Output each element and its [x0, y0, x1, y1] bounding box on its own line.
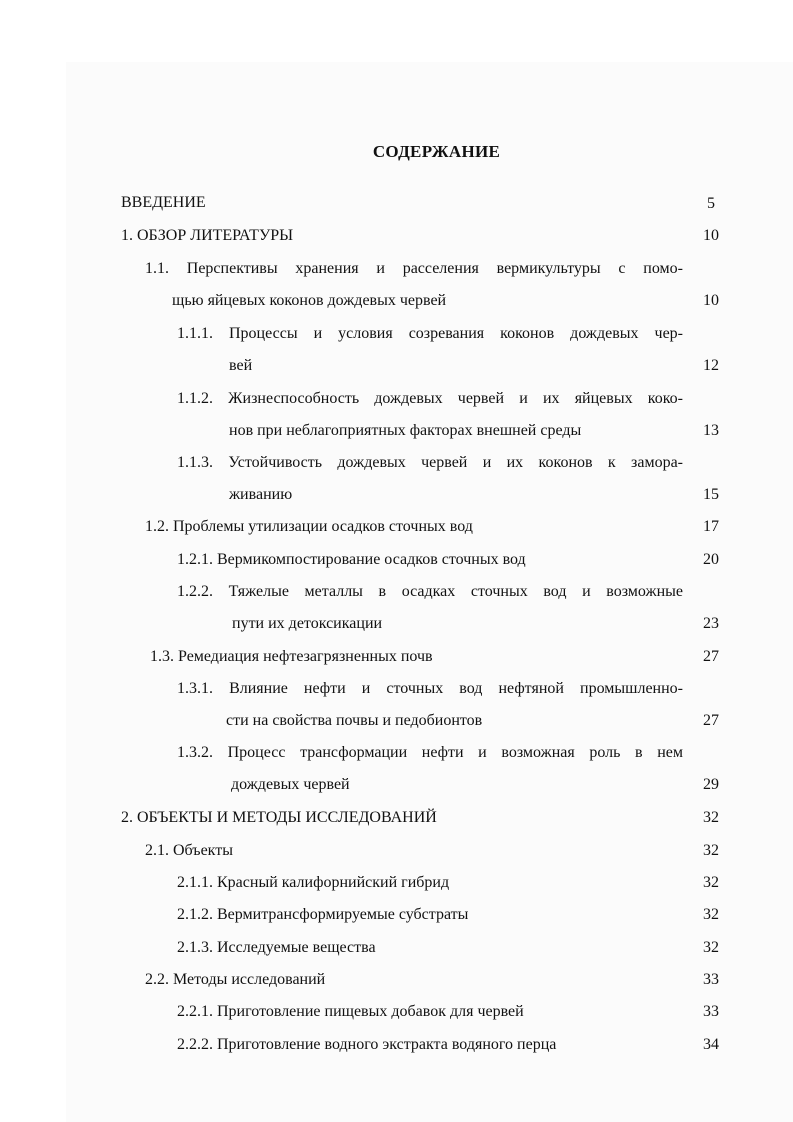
toc-entry-number: 2.2. — [145, 971, 169, 988]
toc-entry-page: 32 — [703, 874, 719, 891]
toc-entry-text: Методы исследований — [173, 971, 326, 988]
toc-entry-page: 27 — [703, 648, 719, 665]
toc-entry-page: 33 — [703, 1003, 719, 1020]
toc-entry — [177, 1002, 524, 1022]
toc-entry — [177, 550, 526, 570]
toc-entry-page: 33 — [703, 971, 719, 988]
toc-entry-text: Перспективы хранения и расселения вермикультуры с помо- — [186, 260, 684, 277]
toc-entry — [177, 679, 683, 699]
toc-entry-page: 34 — [703, 1036, 719, 1053]
toc-entry-number: 1. — [121, 227, 133, 244]
toc-entry-number: 2.1.2. — [177, 906, 213, 923]
toc-entry-text: Вермикомпостирование осадков сточных вод — [217, 551, 526, 568]
toc-entry-number: 1.3.1. — [177, 680, 213, 697]
toc-entry-page: 32 — [703, 906, 719, 923]
toc-entry — [150, 647, 433, 667]
toc-entry-page: 17 — [703, 518, 719, 535]
toc-entry-number: 2.1.1. — [177, 874, 213, 891]
toc-entry-number: 1.2.1. — [177, 551, 213, 568]
toc-entry — [145, 259, 683, 279]
toc-entry-continuation: дождевых червей — [231, 776, 350, 793]
toc-entry-number: 1.2.2. — [177, 583, 213, 600]
toc-entry-text: Жизнеспособность дождевых червей и их яйцевых коко- — [228, 390, 683, 407]
toc-entry-number: 2.1. — [145, 842, 169, 859]
toc-entry-number: 1.3.2. — [177, 744, 213, 761]
toc-entry — [177, 1035, 556, 1055]
toc-entry-text: Вермитрансформируемые субстраты — [217, 906, 469, 923]
toc-entry — [145, 517, 473, 537]
toc-entry-number: 1.3. — [150, 648, 174, 665]
toc-entry-number: 2. — [121, 809, 133, 826]
toc-entry-page: 12 — [703, 357, 719, 374]
toc-entry-text: Приготовление пищевых добавок для червей — [217, 1003, 524, 1020]
toc-entry-text: Тяжелые металлы в осадках сточных вод и возможные — [228, 583, 683, 600]
toc-entry-continuation: сти на свойства почвы и педобионтов — [226, 712, 483, 729]
toc-entry-page: 23 — [703, 615, 719, 632]
toc-entry-number: 1.1.3. — [177, 454, 213, 471]
toc-entry — [177, 582, 683, 602]
toc-entry-page: 20 — [703, 551, 719, 568]
toc-entry-page: 27 — [703, 712, 719, 729]
toc-entry-page: 13 — [703, 422, 719, 439]
toc-entry-number: 2.2.1. — [177, 1003, 213, 1020]
toc-entry-text: Красный калифорнийский гибрид — [217, 874, 450, 891]
toc-entry-text: ОБЪЕКТЫ И МЕТОДЫ ИССЛЕДОВАНИЙ — [137, 809, 437, 826]
toc-entry-text: Процесс трансформации нефти и возможная роль в нем — [227, 744, 683, 761]
toc-entry — [177, 743, 683, 763]
toc-entry-page: 29 — [703, 776, 719, 793]
toc-entry-number: 1.1.1. — [177, 325, 213, 342]
toc-entry-continuation: пути их детоксикации — [232, 615, 383, 632]
toc-entry-continuation: щью яйцевых коконов дождевых червей — [172, 292, 447, 309]
toc-entry-page: 10 — [703, 292, 719, 309]
toc-entry-continuation: нов при неблагоприятных факторах внешней среды — [229, 422, 582, 439]
toc-entry — [177, 453, 683, 473]
toc-entry-number: 1.2. — [145, 518, 169, 535]
toc-entry — [177, 324, 683, 344]
toc-title: СОДЕРЖАНИЕ — [372, 142, 501, 161]
toc-entry-text: ОБЗОР ЛИТЕРАТУРЫ — [137, 227, 294, 244]
toc-entry-text: Объекты — [173, 842, 233, 859]
toc-entry-page: 10 — [703, 227, 719, 244]
toc-entry-text: Приготовление водного экстракта водяного перца — [217, 1036, 557, 1053]
toc-entry-text: Процессы и условия созревания коконов дождевых чер- — [229, 325, 683, 342]
toc-entry — [177, 938, 376, 958]
toc-entry — [121, 808, 437, 828]
toc-entry-text: Исследуемые вещества — [217, 939, 376, 956]
toc-entry-continuation: вей — [229, 357, 253, 374]
toc-entry-number: 2.2.2. — [177, 1036, 213, 1053]
toc-entry — [177, 905, 468, 925]
toc-entry-number: 1.1.2. — [177, 390, 213, 407]
toc-entry-page: 5 — [707, 195, 715, 212]
toc-entry — [121, 226, 293, 246]
toc-entry-page: 32 — [703, 939, 719, 956]
toc-entry-text: Проблемы утилизации осадков сточных вод — [173, 518, 473, 535]
toc-entry — [145, 841, 233, 861]
toc-entry — [177, 873, 449, 893]
toc-entry-text: Ремедиация нефтезагрязненных почв — [178, 648, 433, 665]
toc-entry-page: 32 — [703, 809, 719, 826]
toc-entry-text: Влияние нефти и сточных вод нефтяной промышленно- — [229, 680, 683, 697]
toc-entry-page: 15 — [703, 486, 719, 503]
toc-entry — [145, 970, 325, 990]
toc-entry-number: 2.1.3. — [177, 939, 213, 956]
toc-entry-continuation: живанию — [229, 486, 293, 503]
toc-entry — [177, 389, 683, 409]
toc-entry-text: ВВЕДЕНИЕ — [121, 194, 206, 211]
toc-entry-page: 32 — [703, 842, 719, 859]
toc-entry-number: 1.1. — [145, 260, 169, 277]
toc-entry-text: Устойчивость дождевых червей и их коконов к замора- — [228, 454, 684, 471]
